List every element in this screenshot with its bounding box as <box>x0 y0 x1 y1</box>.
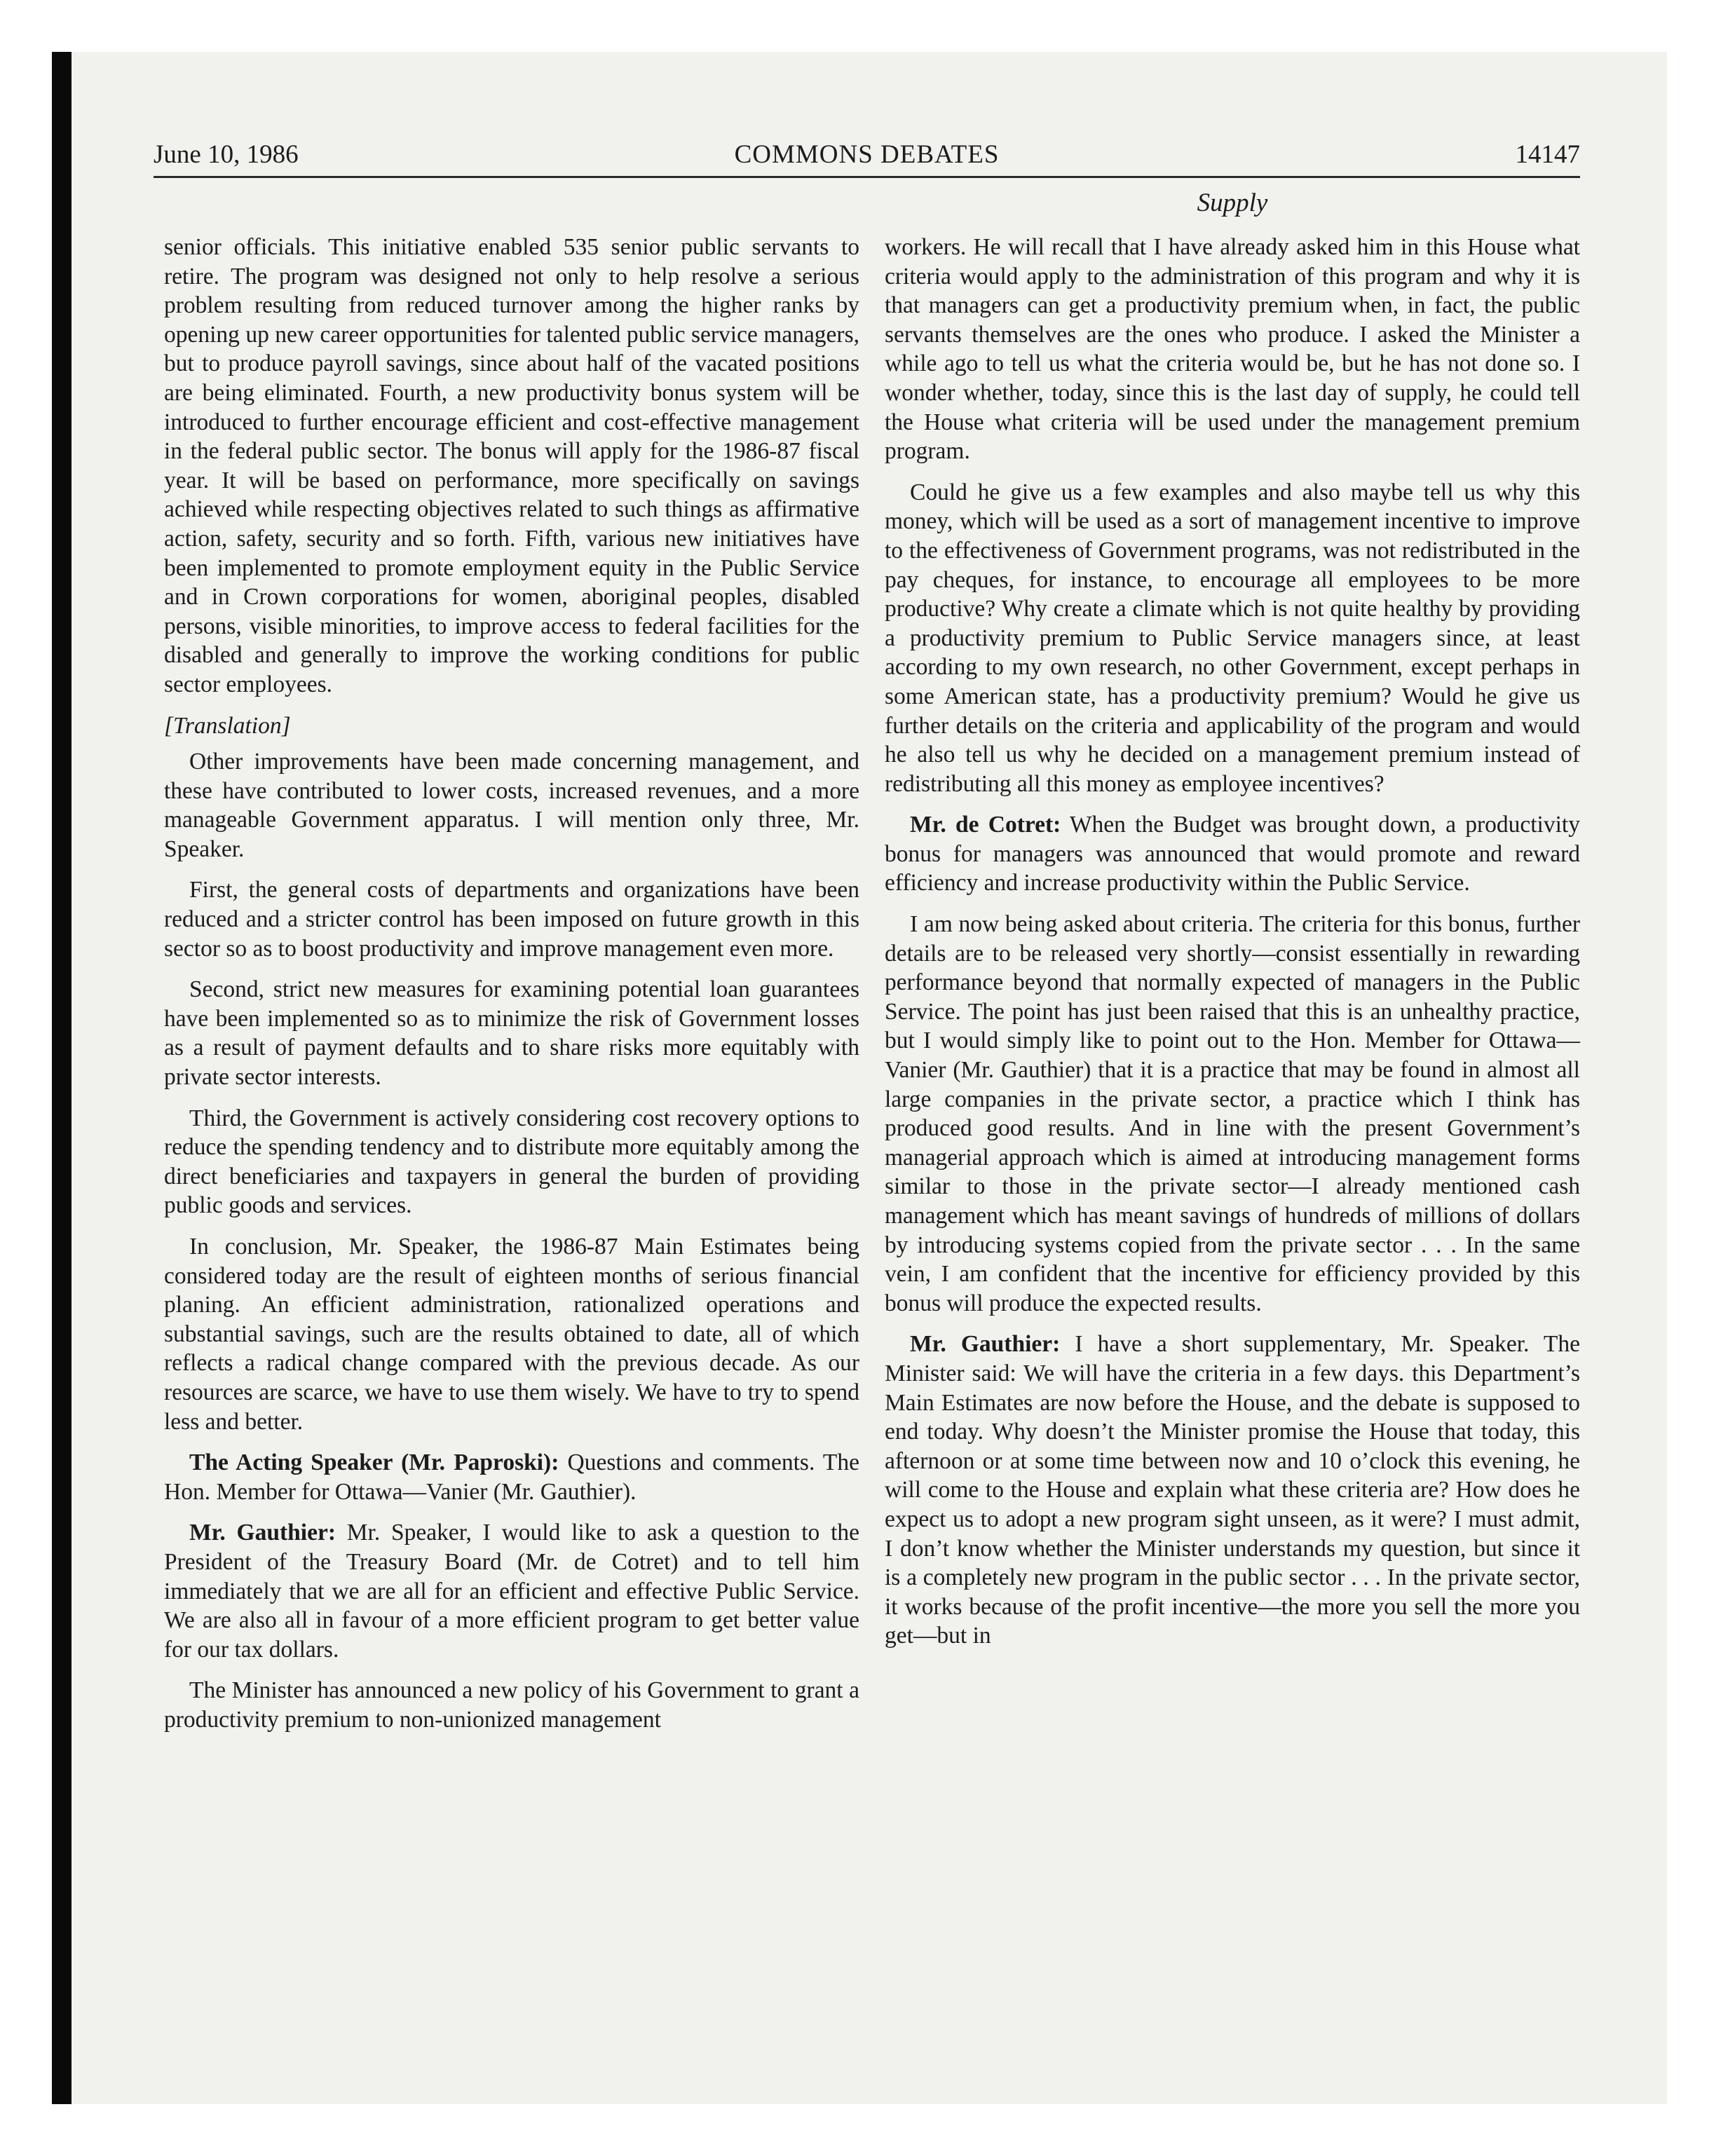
speech-paragraph <box>885 810 1580 898</box>
header-publication: COMMONS DEBATES <box>734 140 1000 169</box>
speech-paragraph <box>164 1448 859 1506</box>
paragraph: The Minister has announced a new policy of his Government to grant a productivity premium to non-unionized management <box>164 1677 859 1733</box>
speech-paragraph <box>885 1330 1580 1651</box>
paragraph: Second, strict new measures for examining potential loan guarantees have been implemented so as to minimize the risk of Government losses as a result of payment defaults and to share risks more equitably with private sector interests. <box>164 976 859 1091</box>
paragraph: Other improvements have been made concerning management, and these have contributed to lower costs, increased revenues, and a more manageable Government apparatus. I will mention only three, Mr. Speaker. <box>164 749 859 862</box>
scan-edge <box>52 52 72 2104</box>
speaker-name: Mr. Gauthier: <box>910 1331 1061 1358</box>
right-column <box>885 233 1580 1663</box>
speaker-name: Mr. Gauthier: <box>189 1520 336 1546</box>
header-page-number: 14147 <box>1515 140 1580 169</box>
paragraph: First, the general costs of departments and organizations have been reduced and a stricter control has been imposed on future growth in this sector so as to boost productivity and improve management even more. <box>164 877 859 962</box>
paragraph: senior officials. This initiative enabled 535 senior public servants to retire. The program was designed not only to help resolve a serious problem resulting from reduced turnover among the higher ranks by opening up new career opportunities for talented public service managers, but to produce payroll savings, since about half of the vacated positions are being eliminated. Fourth, a new productivity bonus system will be introduced to further encourage efficient and cost-effective management in the federal public sector. The bonus will apply for the 1986-87 fiscal year. It will be based on performance, more specifically on savings achieved while respecting objectives related to such things as affirmative action, safety, security and so forth. Fifth, various new initiatives have been implemented to promote employment equity in the Public Service and in Crown corporations for women, aboriginal peoples, disabled persons, visible minorities, to improve access to federal facilities for the disabled and generally to improve the working conditions for public sector employees. <box>164 234 859 697</box>
header-date: June 10, 1986 <box>154 140 299 169</box>
translation-tag: [Translation] <box>164 712 291 739</box>
paragraph: Could he give us a few examples and also maybe tell us why this money, which will be used as a sort of management incentive to improve to the effectiveness of Government programs, was not redistributed in the pay cheques, for instance, to encourage all employees to be more productive? Why create a climate which is not quite healthy by providing a productivity premium to Public Service managers since, at least according to my own research, no other Government, except perhaps in some American state, has a productivity premium? Would he give us further details on the criteria and applicability of the program and would he also tell us why he decided on a management premium instead of redistributing all this money as employee incentives? <box>885 479 1580 797</box>
section-label: Supply <box>1197 189 1268 217</box>
speech-text: When the Budget was brought down, a productivity bonus for managers was announced that would promote and reward efficiency and increase productivity within the Public Service. <box>885 812 1580 896</box>
page-header <box>154 137 1580 178</box>
paragraph: In conclusion, Mr. Speaker, the 1986-87 Main Estimates being considered today are the result of eighteen months of serious financial planing. An efficient administration, rationalized operations and substantial savings, such are the results obtained to date, all of which reflects a radical change compared with the previous decade. As our resources are scarce, we have to use them wisely. We have to try to spend less and better. <box>164 1234 859 1435</box>
speaker-name: Mr. de Cotret: <box>910 812 1061 838</box>
left-column <box>164 233 859 1747</box>
speaker-name: The Acting Speaker (Mr. Paproski): <box>189 1449 559 1476</box>
speech-text: Questions and comments. The Hon. Member for Ottawa—Vanier (Mr. Gauthier). <box>164 1449 859 1505</box>
speech-paragraph <box>164 1518 859 1664</box>
speech-text: I have a short supplementary, Mr. Speaker. The Minister said: We will have the criteria in a few days. this Department’s Main Estimates are now before the House, and the debate is supposed to end today. Why doesn’t the Minister promise the House that today, this afternoon or at some time between now and 10 o’clock this evening, he will come to the House and explain what these criteria are? How does he expect us to adopt a new program sight unseen, as it were? I must admit, I don’t know whether the Minister understands my question, but since it is a completely new program in the public sector . . . In the private sector, it works because of the profit incentive—the more you sell the more you get—but in <box>885 1331 1580 1649</box>
paragraph: I am now being asked about criteria. The criteria for this bonus, further details are to be released very shortly—consist essentially in rewarding performance beyond that normally expected of managers in the Public Service. The point has just been raised that this is an unhealthy practice, but I would simply like to point out to the Hon. Member for Ottawa—Vanier (Mr. Gauthier) that it is a practice that may be found in almost all large companies in the private sector, a practice which I think has produced good results. And in line with the present Government’s managerial approach which is aimed at introducing management forms similar to those in the private sector—I already mentioned cash management which has meant savings of hundreds of millions of dollars by introducing systems copied from the private sector . . . In the same vein, I am confident that the incentive for efficiency provided by this bonus will produce the expected results. <box>885 911 1580 1316</box>
paragraph: workers. He will recall that I have already asked him in this House what criteria would apply to the administration of this program and why it is that managers can get a productivity premium when, in fact, the public servants themselves are the ones who produce. I asked the Minister a while ago to tell us what the criteria would be, but he has not done so. I wonder whether, today, since this is the last day of supply, he could tell the House what criteria will be used under the management premium program. <box>885 234 1580 465</box>
paragraph: Third, the Government is actively considering cost recovery options to reduce the spending tendency and to distribute more equitably among the direct beneficiaries and taxpayers in general the burden of providing public goods and services. <box>164 1105 859 1219</box>
speech-text: Mr. Speaker, I would like to ask a question to the President of the Treasury Board (Mr. de Cotret) and to tell him immediately that we are all for an efficient and effective Public Service. We are also all in favour of a more efficient program to get better value for our tax dollars. <box>164 1520 859 1663</box>
